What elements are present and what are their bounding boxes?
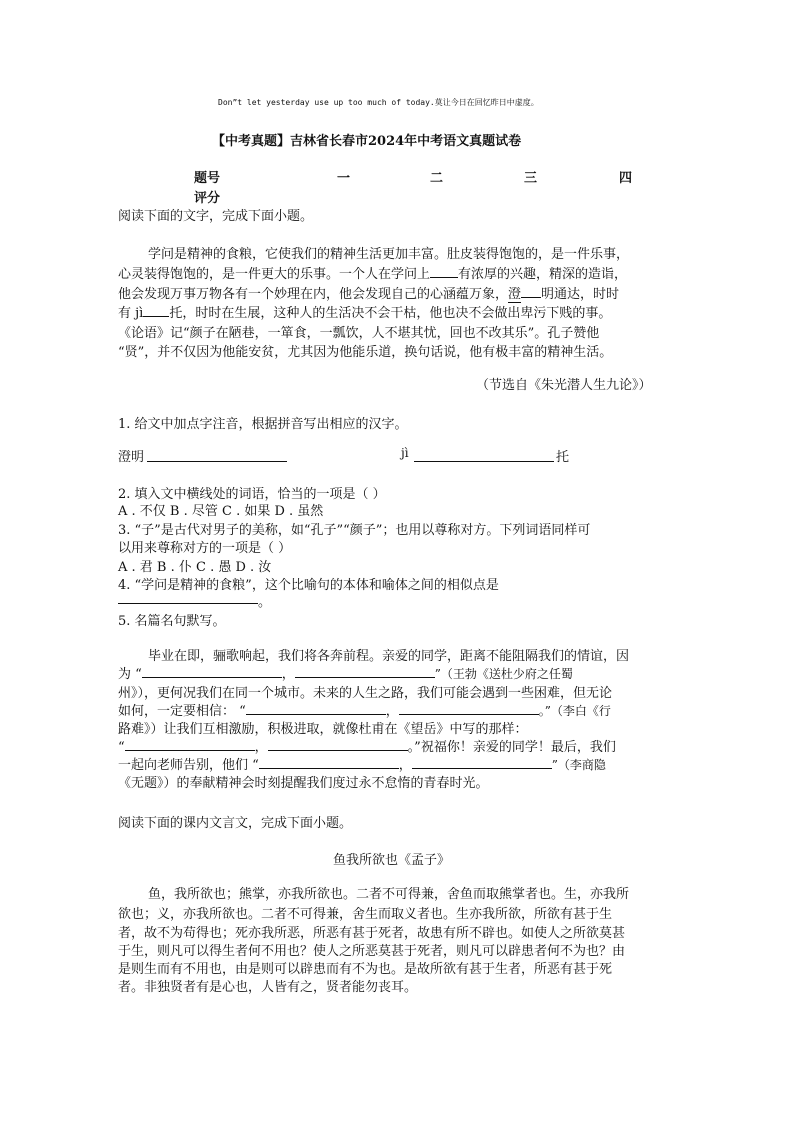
q5-blank[interactable] (268, 738, 408, 751)
passage-text: 心灵装得饱饱的，是一件更大的乐事。一个人在学问上 (118, 267, 431, 282)
q1-left-label: 澄明 (118, 450, 145, 465)
classical-line: 是则生而有不用也，由是则可以辟患而有不为也。是故所欲有甚于生者，所恶有甚于死 (118, 962, 613, 977)
q1-answer-line-1[interactable] (147, 461, 287, 462)
q5-line (118, 754, 606, 773)
q5-line (118, 663, 573, 682)
passage-line (118, 283, 619, 302)
q4-answer-line[interactable] (118, 603, 258, 604)
section2-instruction: 阅读下面的课内文言文，完成下面小题。 (118, 816, 353, 831)
q5-line: 毕业在即，骊歌响起，我们将各奔前程。亲爱的同学，距离不能阻隔我们的情谊，因 (148, 649, 630, 664)
q1-right-prefix: jì (401, 446, 409, 460)
q5-line: 《无题》）的奉献精神会时刻提醒我们度过永不怠惰的青春时光。 (118, 776, 489, 791)
q5-line: 路难》）让我们互相激励，积极进取，就像杜甫在《望岳》中写的那样： (118, 722, 528, 737)
section1-instruction: 阅读下面的文字，完成下面小题。 (118, 209, 314, 224)
passage-line: 《论语》记“颜子在陋巷，一箪食，一瓢饮，人不堪其忧，回也不改其乐”。孔子赞他 (118, 326, 600, 341)
question-3: 3. “子”是古代对男子的美称，如“孔子”“颜子”；也用以尊称对方。下列词语同样可 (118, 523, 591, 538)
classical-line: 于生，则凡可以得生者何不用也？使人之所恶莫甚于死者，则凡可以辟患者何不为也？由 (118, 944, 626, 959)
question-3-line2: 以用来尊称对方的一项是（ ） (118, 541, 292, 556)
classical-line: 者。非独贤者有是心也，人皆有之，贤者能勿丧耳。 (118, 980, 418, 995)
q2-options: A . 不仅 B . 尽管 C . 如果 D . 虽然 (118, 504, 324, 519)
passage-line: “贤”，并不仅因为他能安贫，尤其因为他能乐道，换句话说，他有极丰富的精神生活。 (118, 345, 613, 360)
q5-text: 。”祝福你！亲爱的同学！最后，我们 (407, 740, 616, 755)
score-table-col-3: 三 (524, 171, 538, 186)
q5-text: 一起向老师告别，他们 “ (118, 758, 259, 773)
dotted-char: 澄 (508, 287, 522, 302)
passage-text: 明通达，时时 (541, 287, 620, 302)
classical-line: 鱼，我所欲也；熊掌，亦我所欲也。二者不可得兼，舍鱼而取熊掌者也。生，亦我所 (148, 887, 630, 902)
q5-line (118, 700, 611, 719)
question-4: 4. “学问是精神的食粮”，这个比喻句的本体和喻体之间的相似点是 (118, 578, 499, 593)
classical-title: 鱼我所欲也《孟子》 (333, 853, 451, 868)
passage-line (118, 302, 611, 321)
blank-line (430, 265, 458, 278)
q5-text: ”（王勃《送杜少府之任蜀 (434, 667, 573, 681)
q5-blank[interactable] (246, 702, 386, 715)
passage-text: 有 jì (118, 306, 144, 321)
q5-text: ， (254, 740, 268, 755)
q5-text: ， (398, 758, 412, 773)
q5-text: ， (281, 667, 295, 682)
header-quote: Don”t let yesterday use up too much of today.莫让今日在回忆昨日中虚度。 (218, 98, 539, 107)
classical-line: 欲也；义，亦我所欲也。二者不可得兼，舍生而取义者也。生亦我所欲，所欲有甚于生 (118, 907, 613, 922)
score-table-col-2: 二 (430, 171, 444, 186)
q1-right-suffix: 托 (556, 450, 570, 465)
q3-options: A . 君 B . 仆 C . 愚 D . 汝 (118, 560, 272, 575)
score-table-score-label: 评分 (194, 191, 221, 206)
q5-line (118, 736, 616, 755)
q5-blank[interactable] (295, 665, 435, 678)
q5-text: 。”（李白《行 (538, 704, 611, 718)
q5-blank[interactable] (125, 738, 255, 751)
question-5: 5. 名篇名句默写。 (118, 614, 226, 629)
question-2: 2. 填入文中横线处的词语，恰当的一项是（ ） (118, 487, 386, 502)
passage-source: （节选自《朱光潜人生九论》） (476, 378, 652, 393)
q5-blank[interactable] (259, 756, 399, 769)
classical-line: 者，故不为苟得也；死亦我所恶，所恶有甚于死者，故患有所不辟也。如使人之所欲莫甚 (118, 926, 626, 941)
blank-line (521, 285, 541, 298)
score-table-header: 题号 (194, 171, 221, 186)
q4-end: 。 (258, 595, 272, 610)
q5-text: 为 “ (118, 667, 142, 682)
q5-line: 州》），更何况我们在同一个城市。未来的人生之路，我们可能会遇到一些困难，但无论 (118, 686, 613, 701)
blank-line (143, 304, 169, 317)
passage-line: 学问是精神的食粮，它使我们的精神生活更加丰富。肚皮装得饱饱的，是一件乐事， (148, 247, 630, 262)
q5-text: ， (385, 704, 399, 719)
passage-text: 托，时时在生展，这种人的生活决不会干枯，他也决不会做出卑污下贱的事。 (169, 306, 612, 321)
page-title: 【中考真题】吉林省长春市2024年中考语文真题试卷 (212, 134, 522, 149)
q5-text: “ (118, 740, 125, 755)
passage-line (118, 263, 627, 282)
q1-answer-line-2[interactable] (414, 461, 554, 462)
q5-text: 如何，一定要相信： “ (118, 704, 246, 719)
passage-text: 有浓厚的兴趣，精深的造诣， (458, 267, 628, 282)
q5-blank[interactable] (142, 665, 282, 678)
q5-blank[interactable] (399, 702, 539, 715)
score-table-col-4: 四 (619, 171, 633, 186)
passage-text: 他会发现万事万物各有一个妙理在内，他会发现自己的心涵蕴万象， (118, 287, 509, 302)
score-table-col-1: 一 (337, 171, 351, 186)
q5-blank[interactable] (412, 756, 552, 769)
q5-text: ”（李商隐 (551, 758, 606, 772)
question-1: 1. 给文中加点字注音，根据拼音写出相应的汉字。 (118, 417, 408, 432)
